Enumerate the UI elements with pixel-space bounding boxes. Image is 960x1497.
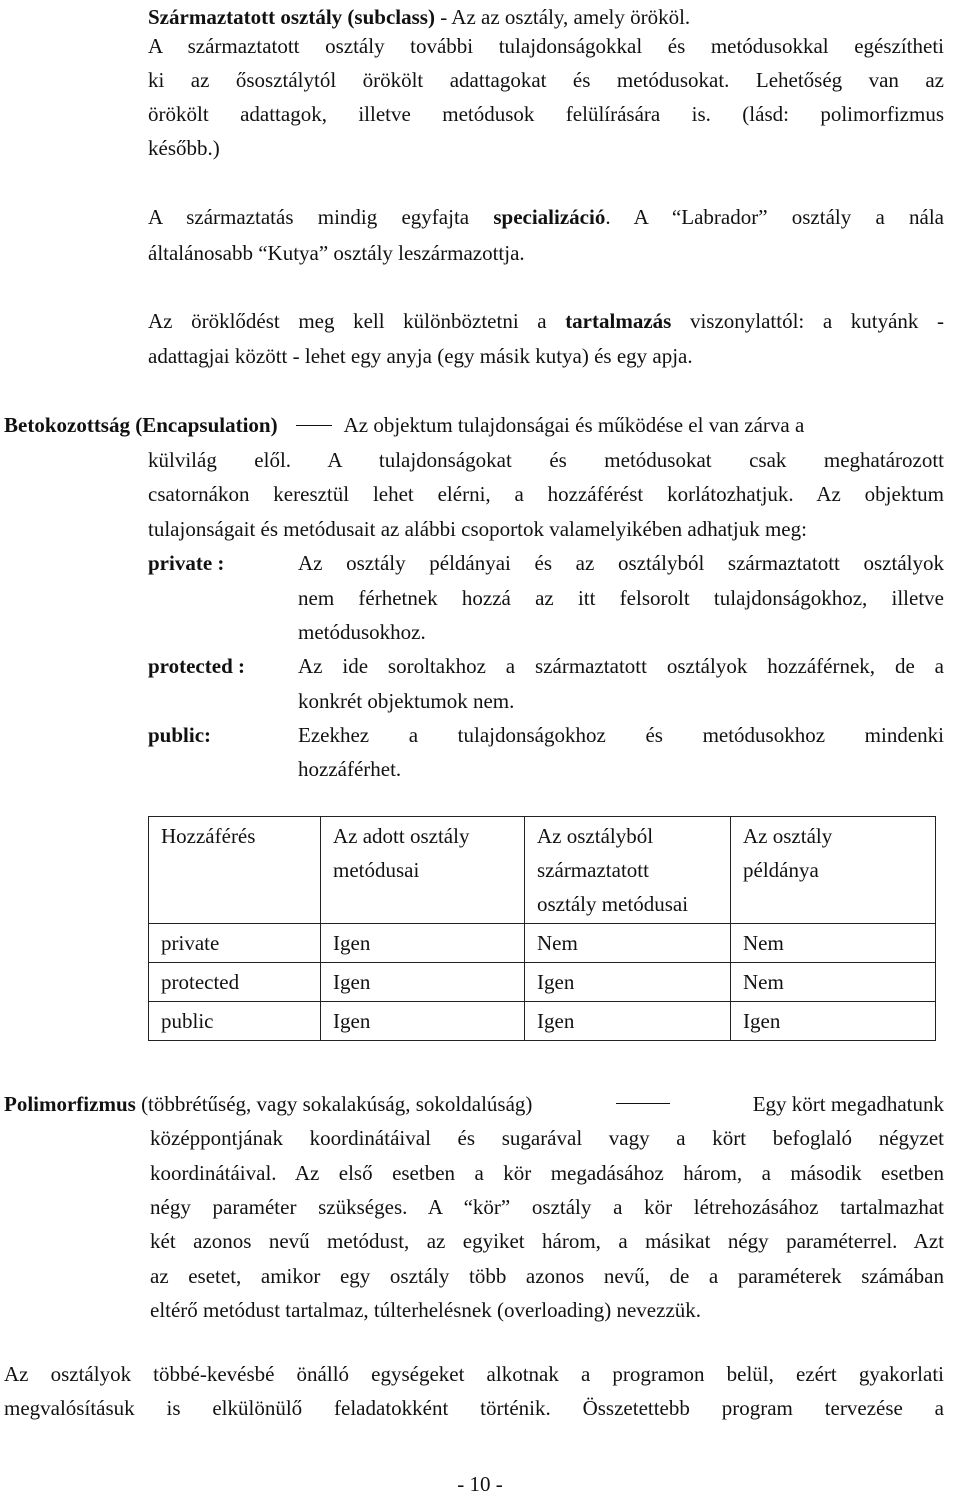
closing-line-2: megvalósításuk is elkülönülő feladatokként történik. Összetettebb program tervezése a <box>4 1396 944 1420</box>
encapsulation-line-2: külvilág elől. A tulajdonságokat és metódusokat csak meghatározott <box>148 448 944 472</box>
protected-term: protected : <box>148 654 245 678</box>
public-term: public: <box>148 723 212 747</box>
table-row <box>149 924 936 963</box>
specialization-pre: A származtatás mindig egyfajta <box>148 205 470 229</box>
table-cell: public <box>149 1002 321 1041</box>
subclass-term: Származtatott osztály (subclass) <box>148 5 435 29</box>
protected-def-line-1: Az ide soroltakhoz a származtatott osztályok hozzáférnek, de a <box>298 654 944 678</box>
private-term: private : <box>148 551 225 575</box>
table-cell: Igen <box>321 963 525 1002</box>
inheritance-pre: Az öröklődést meg kell különböztetni a <box>148 309 547 333</box>
inheritance-line-2: adattagjai között - lehet egy anyja (egy másik kutya) és egy apja. <box>148 344 693 368</box>
table-cell: Igen <box>525 1002 731 1041</box>
public-def-line-2: hozzáférhet. <box>298 757 402 781</box>
specialization-line-2: általánosabb “Kutya” osztály leszármazottja. <box>148 241 525 265</box>
table-row <box>149 1002 936 1041</box>
protected-def-line-2: konkrét objektumok nem. <box>298 689 515 713</box>
subclass-def-start: - Az az osztály, amely örököl. <box>440 5 691 29</box>
polymorphism-synonyms: (többrétűség, vagy sokalakúság, sokoldalúság) <box>141 1092 533 1116</box>
table-cell: private <box>149 924 321 963</box>
table-cell: Nem <box>525 924 731 963</box>
page-number: - 10 - <box>457 1472 503 1496</box>
private-def-line-1: Az osztály példányai és az osztályból származtatott osztályok <box>298 551 944 575</box>
em-dash <box>616 1103 670 1104</box>
specialization-term: specializáció <box>493 205 606 229</box>
subclass-line-3: ki az ősosztálytól örökölt adattagokat és metódusokat. Lehetőség van az <box>148 68 944 92</box>
header-cell: Az osztály példánya <box>731 817 936 924</box>
subclass-line-4: örökölt adattagok, illetve metódusok felülírására is. (lásd: polimorfizmus <box>148 102 944 126</box>
em-dash <box>296 425 332 426</box>
polymorphism-line-6: az esetet, amikor egy osztály több azonos nevű, de a paraméterek számában <box>150 1264 944 1288</box>
polymorphism-line-1: Egy kört megadhatunk <box>752 1092 944 1116</box>
header-cell: Az osztályból származtatott osztály metódusai <box>525 817 731 924</box>
header-cell: Hozzáférés <box>149 817 321 924</box>
table-cell: Igen <box>525 963 731 1002</box>
public-def-line-1: Ezekhez a tulajdonságokhoz és metódusokhoz mindenki <box>298 723 944 747</box>
specialization-post: . A “Labrador” osztály a nála <box>605 205 944 229</box>
encapsulation-line-4: tulajonságait és metódusait az alábbi csoportok valamelyikében adhatjuk meg: <box>148 517 807 541</box>
header-cell: Az adott osztály metódusai <box>321 817 525 924</box>
private-def-line-3: metódusokhoz. <box>298 620 426 644</box>
table-cell: Igen <box>731 1002 936 1041</box>
polymorphism-line-4: négy paraméter szükséges. A “kör” osztály a kör létrehozásához tartalmazhat <box>150 1195 944 1219</box>
table-row <box>149 963 936 1002</box>
table-header-row <box>149 817 936 924</box>
subclass-line-5: később.) <box>148 136 220 160</box>
polymorphism-line-2: középpontjának koordinátáival és sugarával vagy a kört befoglaló négyzet <box>150 1126 944 1150</box>
encapsulation-line-1: Az objektum tulajdonságai és működése el van zárva a <box>343 413 805 437</box>
polymorphism-line-3: koordinátáival. Az első esetben a kör megadásához három, a második esetben <box>150 1161 944 1185</box>
table-cell: Igen <box>321 924 525 963</box>
polymorphism-line-5: két azonos nevű metódust, az egyiket három, a másikat négy paraméterrel. Azt <box>150 1229 944 1253</box>
inheritance-post: viszonylattól: a kutyánk - <box>689 309 945 333</box>
polymorphism-line-7: eltérő metódust tartalmaz, túlterhelésnek (overloading) nevezzük. <box>150 1298 702 1322</box>
table-cell: Nem <box>731 963 936 1002</box>
access-table <box>148 816 936 1041</box>
containment-term: tartalmazás <box>565 309 672 333</box>
encapsulation-term: Betokozottság (Encapsulation) <box>4 413 278 437</box>
private-def-line-2: nem férhetnek hozzá az itt felsorolt tulajdonságokhoz, illetve <box>298 586 944 610</box>
table-cell: Nem <box>731 924 936 963</box>
table-cell: protected <box>149 963 321 1002</box>
polymorphism-term: Polimorfizmus <box>4 1092 136 1116</box>
closing-line-1: Az osztályok többé-kevésbé önálló egységeket alkotnak a programon belül, ezért gyakorlati <box>4 1362 944 1386</box>
subclass-line-2: A származtatott osztály további tulajdonságokkal és metódusokkal egészítheti <box>148 34 944 58</box>
encapsulation-line-3: csatornákon keresztül lehet elérni, a hozzáférést korlátozhatjuk. Az objektum <box>148 482 944 506</box>
table-cell: Igen <box>321 1002 525 1041</box>
